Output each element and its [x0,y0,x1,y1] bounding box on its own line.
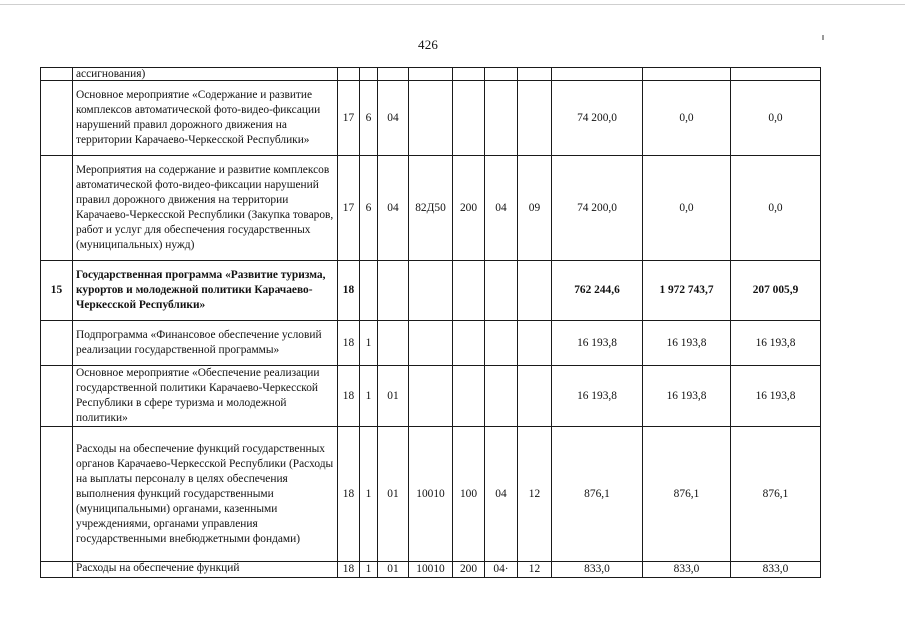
amount-year-3-cell: 207 005,9 [731,261,821,321]
table-row [41,366,821,427]
row-number-cell [41,321,73,366]
row-number-cell [41,156,73,261]
subprogram-code-cell: 04 [378,81,409,156]
ministry-code-cell: 18 [338,562,360,578]
subsection-cell [518,321,552,366]
expense-direction-cell: 10010 [409,562,453,578]
table-row [41,427,821,562]
row-number-cell [41,562,73,578]
ministry-code-cell: 17 [338,156,360,261]
item-name-cell: Подпрограмма «Финансовое обеспечение условий реализации государственной программы» [73,321,338,366]
amount-year-1-cell: 833,0 [552,562,643,578]
table-row [41,261,821,321]
subprogram-code-cell: 04 [378,156,409,261]
item-name-cell: Расходы на обеспечение функций [73,562,338,578]
expense-direction-cell [409,366,453,427]
ministry-code-cell: 17 [338,81,360,156]
amount-year-3-cell: 876,1 [731,427,821,562]
ministry-code-cell: 18 [338,261,360,321]
expense-type-cell: 100 [453,427,485,562]
amount-year-3-cell: 16 193,8 [731,321,821,366]
expense-type-cell [453,261,485,321]
amount-year-3-cell: 0,0 [731,156,821,261]
subprogram-code-cell: 01 [378,366,409,427]
ministry-code-cell: 18 [338,427,360,562]
section-cell: 04· [485,562,518,578]
row-number-cell [41,81,73,156]
program-code-cell: 1 [360,562,378,578]
item-name-cell: Государственная программа «Развитие туризма, курортов и молодежной политики Карачаево-Черкесской Республики» [73,261,338,321]
section-cell [485,68,518,81]
subsection-cell: 09 [518,156,552,261]
amount-year-2-cell: 0,0 [643,81,731,156]
row-number-cell [41,68,73,81]
expense-type-cell: 200 [453,156,485,261]
amount-year-2-cell: 876,1 [643,427,731,562]
table-row [41,68,821,81]
ministry-code-cell [338,68,360,81]
amount-year-1-cell: 876,1 [552,427,643,562]
amount-year-2-cell: 0,0 [643,156,731,261]
program-code-cell: 6 [360,81,378,156]
expense-type-cell: 200 [453,562,485,578]
program-code-cell: 1 [360,427,378,562]
amount-year-2-cell [643,68,731,81]
item-name-cell: Расходы на обеспечение функций государственных органов Карачаево-Черкесской Республики (Расходы на выплаты персоналу в целях обеспечения выполнения функций государственными (муниципальными) органами, казенными учреждениями, органами управления государственными внебюджетными фондами) [73,427,338,562]
subprogram-code-cell [378,68,409,81]
amount-year-1-cell: 74 200,0 [552,81,643,156]
table-row [41,81,821,156]
subprogram-code-cell [378,321,409,366]
expense-direction-cell: 10010 [409,427,453,562]
row-number-cell [41,366,73,427]
scan-speck [822,35,824,40]
subsection-cell [518,366,552,427]
amount-year-1-cell: 74 200,0 [552,156,643,261]
page-number: 426 [418,37,439,52]
amount-year-2-cell: 833,0 [643,562,731,578]
item-name-cell: Основное мероприятие «Содержание и развитие комплексов автоматической фото-видео-фиксации нарушений правил дорожного движения на территории Карачаево-Черкесской Республики» [73,81,338,156]
section-cell [485,261,518,321]
item-name-cell: ассигнования) [73,68,338,81]
amount-year-3-cell: 833,0 [731,562,821,578]
section-cell [485,321,518,366]
subsection-cell: 12 [518,427,552,562]
program-code-cell: 1 [360,366,378,427]
section-cell: 04 [485,156,518,261]
subprogram-code-cell: 01 [378,562,409,578]
expense-direction-cell [409,261,453,321]
amount-year-1-cell: 16 193,8 [552,321,643,366]
budget-table [40,67,821,578]
expense-type-cell [453,366,485,427]
amount-year-3-cell [731,68,821,81]
expense-type-cell [453,68,485,81]
ministry-code-cell: 18 [338,321,360,366]
section-cell [485,366,518,427]
program-code-cell: 1 [360,321,378,366]
row-number-cell [41,427,73,562]
expense-direction-cell [409,321,453,366]
ministry-code-cell: 18 [338,366,360,427]
amount-year-2-cell: 1 972 743,7 [643,261,731,321]
amount-year-1-cell: 16 193,8 [552,366,643,427]
subsection-cell [518,261,552,321]
expense-direction-cell [409,68,453,81]
program-code-cell [360,68,378,81]
section-cell [485,81,518,156]
scan-edge-line [0,4,905,5]
table-body [41,68,821,578]
amount-year-2-cell: 16 193,8 [643,321,731,366]
program-code-cell [360,261,378,321]
row-number-cell: 15 [41,261,73,321]
program-code-cell: 6 [360,156,378,261]
item-name-cell: Мероприятия на содержание и развитие комплексов автоматической фото-видео-фиксации нарушений правил дорожного движения на территории Карачаево-Черкесской Республики (Закупка товаров, работ и услуг для обеспечения государственных (муниципальных) нужд) [73,156,338,261]
table-row [41,562,821,578]
table-row [41,156,821,261]
subsection-cell [518,68,552,81]
amount-year-3-cell: 16 193,8 [731,366,821,427]
amount-year-1-cell [552,68,643,81]
amount-year-3-cell: 0,0 [731,81,821,156]
amount-year-2-cell: 16 193,8 [643,366,731,427]
subprogram-code-cell: 01 [378,427,409,562]
subprogram-code-cell [378,261,409,321]
amount-year-1-cell: 762 244,6 [552,261,643,321]
section-cell: 04 [485,427,518,562]
expense-direction-cell [409,81,453,156]
subsection-cell [518,81,552,156]
expense-direction-cell: 82Д50 [409,156,453,261]
expense-type-cell [453,321,485,366]
expense-type-cell [453,81,485,156]
table-row [41,321,821,366]
subsection-cell: 12 [518,562,552,578]
item-name-cell: Основное мероприятие «Обеспечение реализации государственной политики Карачаево-Черкесской Республики в сфере туризма и молодежной политики» [73,366,338,427]
